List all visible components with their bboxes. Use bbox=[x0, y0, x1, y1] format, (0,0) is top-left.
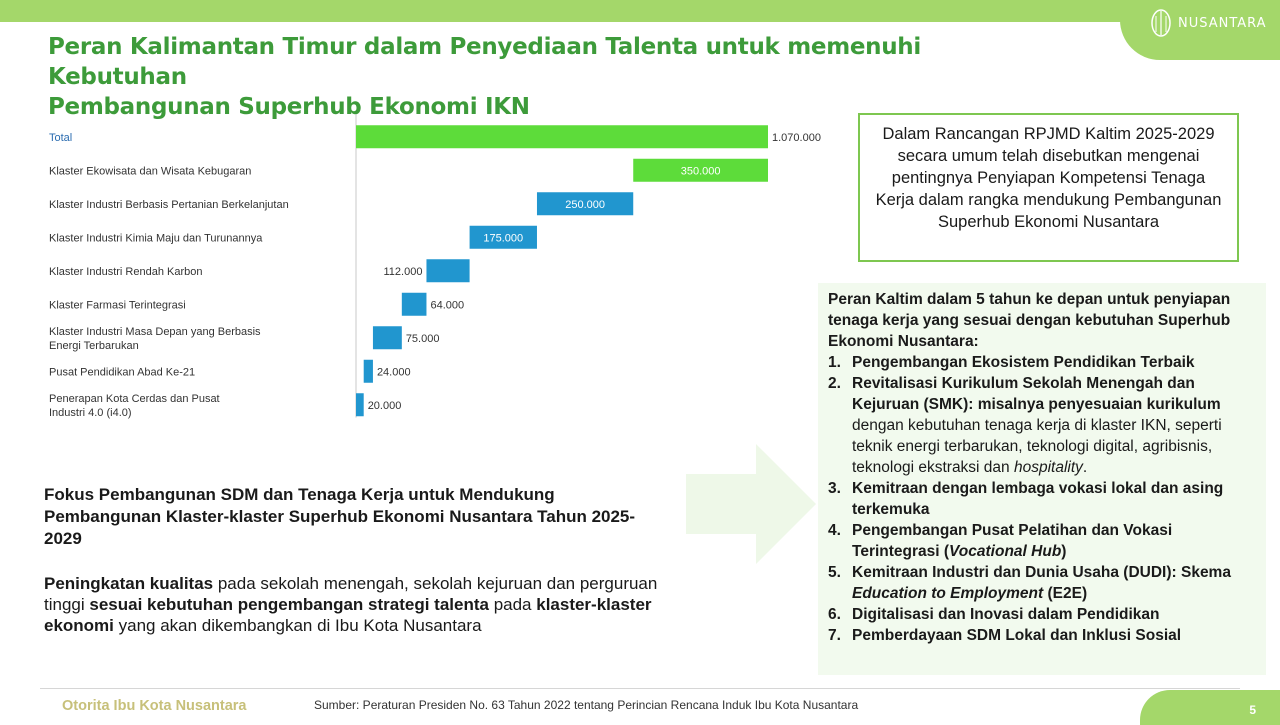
role-item-3 bbox=[828, 478, 1260, 520]
top-accent-bar bbox=[0, 0, 1280, 22]
role-text-bold: Pengembangan Pusat Pelatihan dan Vokasi Terintegrasi ( bbox=[852, 522, 1173, 560]
chart-category-label: Klaster Industri Masa Depan yang Berbasis bbox=[49, 325, 261, 338]
rpjmd-callout-box bbox=[858, 113, 1239, 262]
role-text: Pengembangan Ekosistem Pendidikan Terbaik bbox=[852, 354, 1195, 371]
page-number: 5 bbox=[1249, 703, 1256, 717]
chart-bar-7 bbox=[364, 360, 373, 383]
waterfall-chart bbox=[0, 110, 840, 430]
role-number: 7. bbox=[828, 627, 841, 644]
role-text-bold-tail: ) bbox=[1061, 543, 1067, 560]
role-item-1 bbox=[828, 352, 1260, 373]
role-text-bold-italic: Vocational Hub bbox=[949, 543, 1062, 560]
chart-value-label: 1.070.000 bbox=[772, 131, 821, 144]
role-item-7 bbox=[828, 625, 1260, 646]
page-title bbox=[48, 32, 1008, 122]
chart-bar-0 bbox=[356, 125, 768, 148]
chart-bar-4 bbox=[426, 259, 469, 282]
focus-bold-2: sesuai kebutuhan pengembangan strategi talenta bbox=[89, 595, 489, 614]
focus-bold-1: Peningkatan kualitas bbox=[44, 574, 214, 593]
roles-intro: Peran Kaltim dalam 5 tahun ke depan untuk penyiapan tenaga kerja yang sesuai dengan kebutuhan Superhub Ekonomi Nusantara: bbox=[828, 291, 1231, 350]
chart-bar-8 bbox=[356, 393, 364, 416]
footer-divider bbox=[40, 688, 1240, 689]
chart-category-label: Penerapan Kota Cerdas dan Pusat bbox=[49, 392, 220, 405]
role-item-4 bbox=[828, 520, 1260, 562]
chart-value-label: 75.000 bbox=[405, 332, 440, 345]
footer-organization: Otorita Ibu Kota Nusantara bbox=[62, 698, 247, 714]
roles-ordered-list bbox=[828, 352, 1260, 646]
chart-svg bbox=[0, 110, 840, 430]
focus-text-3: yang akan dikembangkan di Ibu Kota Nusantara bbox=[113, 616, 482, 635]
chart-value-label: 350.000 bbox=[680, 165, 721, 178]
chart-value-label: 20.000 bbox=[367, 399, 402, 412]
chart-category-label: Pusat Pendidikan Abad Ke-21 bbox=[49, 366, 196, 379]
focus-text-2: pada bbox=[488, 595, 537, 614]
role-number: 4. bbox=[828, 522, 841, 539]
focus-heading: Fokus Pembangunan SDM dan Tenaga Kerja untuk Mendukung Pembangunan Klaster-klaster Superhub Ekonomi Nusantara Tahun 2025-2029 bbox=[44, 485, 636, 548]
callout-text: Dalam Rancangan RPJMD Kaltim 2025-2029 secara umum telah disebutkan mengenai pentingnya Penyiapan Kompetensi Tenaga Kerja dalam rangka mendukung Pembangunan Superhub Ekonomi Nusantara bbox=[875, 125, 1222, 231]
role-text: Pemberdayaan SDM Lokal dan Inklusi Sosial bbox=[852, 627, 1182, 644]
role-text-bold: Revitalisasi Kurikulum Sekolah Menengah dan Kejuruan (SMK): misalnya penyesuaian kurikulum bbox=[852, 375, 1221, 413]
role-number: 1. bbox=[828, 354, 841, 371]
chart-value-label: 64.000 bbox=[430, 299, 465, 312]
chart-category-label: Klaster Industri Rendah Karbon bbox=[49, 265, 203, 278]
chart-category-label: Energi Terbarukan bbox=[49, 339, 139, 352]
role-text: Kemitraan dengan lembaga vokasi lokal dan asing terkemuka bbox=[852, 480, 1224, 518]
role-text-bold-tail: (E2E) bbox=[1043, 585, 1088, 602]
role-item-2 bbox=[828, 373, 1260, 478]
role-number: 6. bbox=[828, 606, 841, 623]
chart-value-label: 24.000 bbox=[376, 366, 411, 379]
role-number: 5. bbox=[828, 564, 841, 581]
focus-text-1: pada sekolah menengah, sekolah kejuruan dan perguruan tinggi bbox=[44, 574, 658, 614]
kaltim-roles-list bbox=[828, 289, 1260, 646]
title-line-2: Pembangunan Superhub Ekonomi IKN bbox=[48, 94, 530, 120]
chart-category-label: Industri 4.0 (i4.0) bbox=[49, 406, 132, 419]
chart-bar-5 bbox=[402, 293, 427, 316]
logo-text: NUSANTARA bbox=[1178, 15, 1267, 31]
role-text: Digitalisasi dan Inovasi dalam Pendidikan bbox=[852, 606, 1160, 623]
chart-bar-6 bbox=[373, 326, 402, 349]
chart-category-label: Total bbox=[49, 131, 73, 144]
arrow-right-icon bbox=[686, 444, 816, 564]
chart-category-label: Klaster Industri Kimia Maju dan Turunannya bbox=[49, 232, 263, 245]
footer-corner-decoration bbox=[1140, 690, 1280, 725]
role-number: 3. bbox=[828, 480, 841, 497]
role-text-italic: hospitality bbox=[1013, 459, 1083, 476]
footer-source: Sumber: Peraturan Presiden No. 63 Tahun 2022 tentang Perincian Rencana Induk Ibu Kota Nusantara bbox=[314, 698, 859, 712]
focus-paragraph bbox=[44, 573, 684, 636]
chart-value-label: 175.000 bbox=[483, 232, 524, 245]
role-item-5 bbox=[828, 562, 1260, 604]
role-text-bold-italic: Education to Employment bbox=[852, 585, 1044, 602]
role-text-tail: . bbox=[1082, 459, 1088, 476]
chart-category-label: Klaster Ekowisata dan Wisata Kebugaran bbox=[49, 165, 252, 178]
chart-value-label: 112.000 bbox=[383, 265, 423, 278]
role-item-6 bbox=[828, 604, 1260, 625]
chart-category-label: Klaster Farmasi Terintegrasi bbox=[49, 299, 186, 312]
role-text-normal: dengan kebutuhan tenaga kerja di klaster IKN, seperti teknik energi terbarukan, teknologi digital, agribisnis, teknologi ekstraksi dan bbox=[852, 417, 1222, 476]
logo-emblem-icon bbox=[1150, 8, 1172, 38]
nusantara-logo bbox=[1150, 6, 1280, 40]
chart-value-label: 250.000 bbox=[565, 198, 605, 211]
focus-bold-3: klaster-klaster ekonomi bbox=[44, 595, 652, 635]
role-text-bold: Kemitraan Industri dan Dunia Usaha (DUDI): Skema bbox=[852, 564, 1231, 581]
title-line-1: Peran Kalimantan Timur dalam Penyediaan Talenta untuk memenuhi Kebutuhan bbox=[48, 34, 921, 90]
role-number: 2. bbox=[828, 375, 841, 392]
chart-category-label: Klaster Industri Berbasis Pertanian Berkelanjutan bbox=[49, 198, 289, 211]
